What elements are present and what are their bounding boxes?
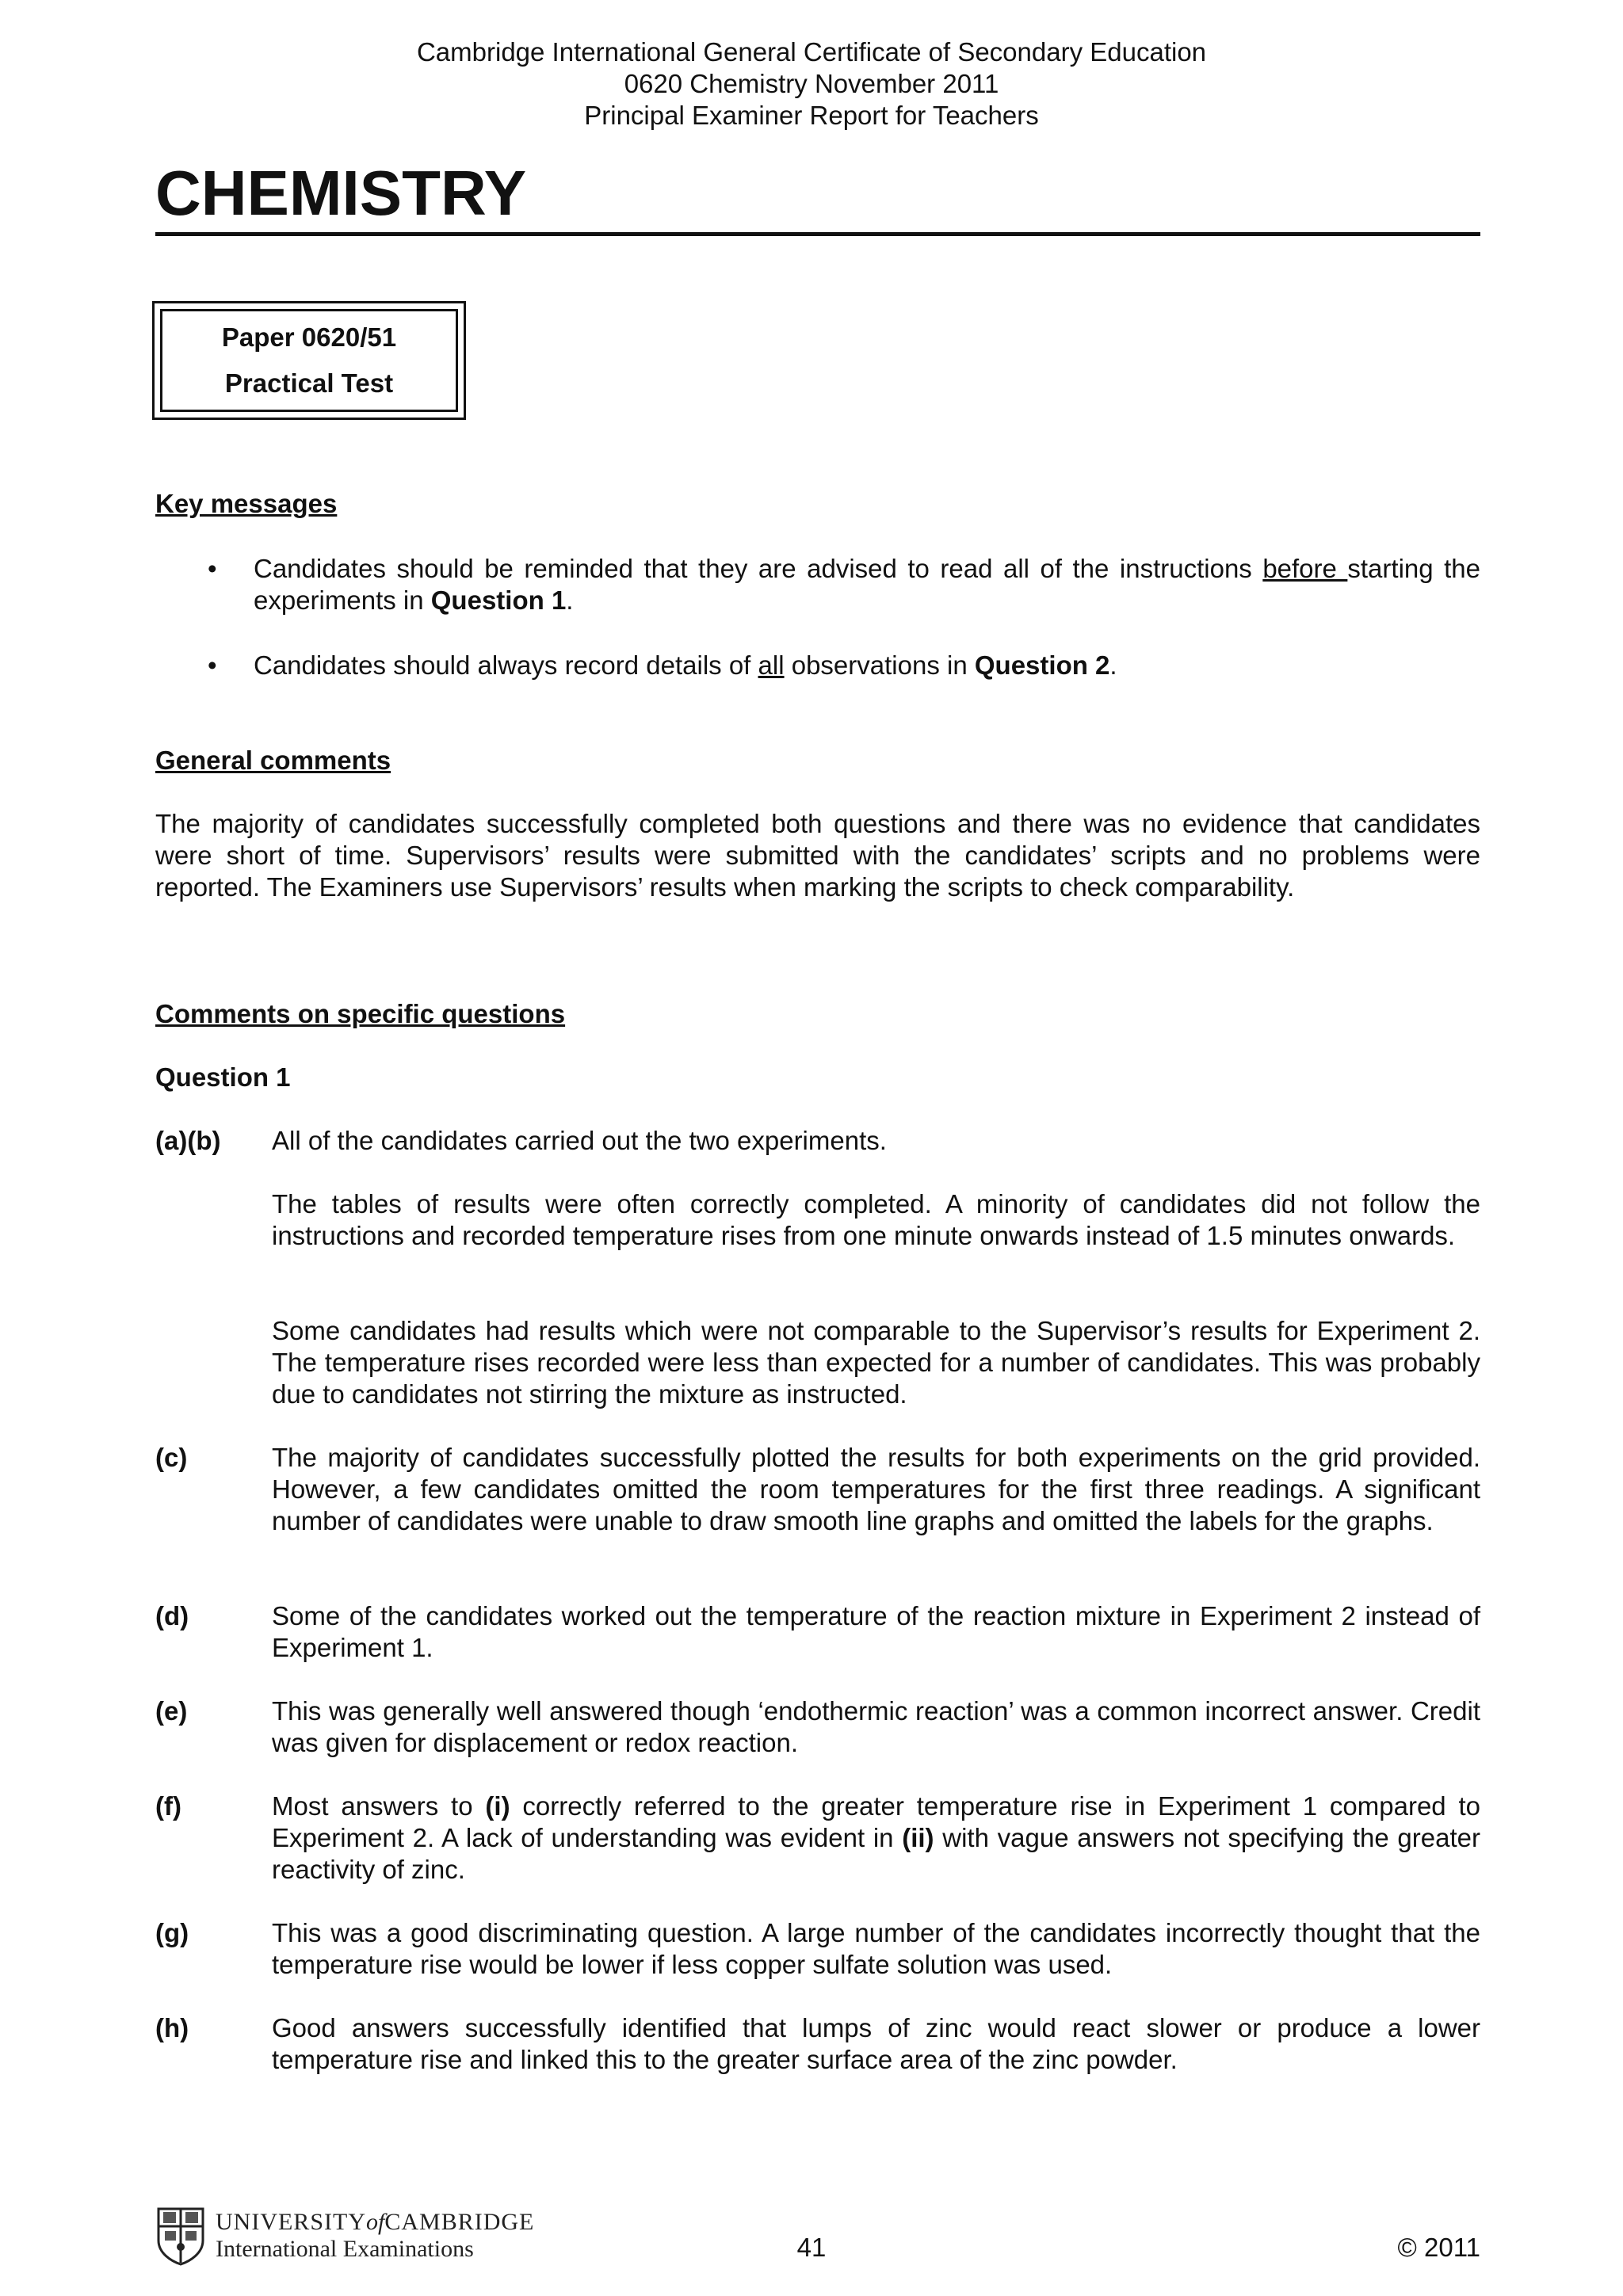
logo-line-2: International Examinations: [216, 2236, 474, 2262]
label-h: (h): [155, 2013, 189, 2042]
general-comments-text: The majority of candidates successfully completed both questions and there was no evidence that candidates were short of time. Supervisors’ results were submitted with the candidates’ scripts and no problems were reported. The Examiners use Supervisors’ results when marking the scripts to check comparability.: [155, 809, 1480, 902]
answer-ab-p3: Some candidates had results which were not comparable to the Supervisor’s results for Experiment 2. The temperature rises recorded were less than expected for a number of candidates. This was probably due to candidates not stirring the mixture as instructed.: [272, 1316, 1480, 1409]
question-1-title: Question 1: [155, 1062, 291, 1092]
paper-box-inner: [160, 309, 458, 412]
copyright: © 2011: [1397, 2233, 1480, 2262]
key-message-2-end: .: [1109, 650, 1117, 680]
answer-f-text-1: Most answers to: [272, 1791, 486, 1821]
header-line-1: Cambridge International General Certificate of Secondary Education: [416, 37, 1207, 67]
answer-f-text-3: with vague answers not specifying the greater reactivity of zinc.: [272, 1823, 1480, 1884]
label-g: (g): [155, 1918, 189, 1947]
bullet-1: •: [208, 554, 217, 583]
answer-ab-p2: The tables of results were often correctly completed. A minority of candidates did not follow the instructions and recorded temperature rises from one minute onwards instead of 1.5 minutes onwards.: [272, 1189, 1480, 1250]
general-comments-heading: General comments: [155, 746, 391, 775]
bullet-2: •: [208, 650, 217, 680]
specific-comments-heading: Comments on specific questions: [155, 999, 566, 1028]
paper-code: Paper 0620/51: [221, 322, 397, 352]
key-message-2-text-2: observations in: [784, 650, 975, 680]
header-line-3: Principal Examiner Report for Teachers: [584, 101, 1039, 130]
key-message-2-underlined: all: [758, 650, 785, 680]
answer-e: This was generally well answered though ‘endothermic reaction’ was a common incorrect answer. Credit was given for displacement or redox reaction.: [272, 1696, 1480, 1757]
key-message-2: [254, 650, 1480, 681]
label-f: (f): [155, 1791, 181, 1821]
key-message-1-end: .: [566, 585, 574, 615]
answer-c: The majority of candidates successfully plotted the results for both experiments on the grid provided. However, a few candidates omitted the room temperatures for the first three readings. A significant number of candidates were unable to draw smooth line graphs and omitted the labels for the graphs.: [272, 1443, 1480, 1535]
answer-f-part-i: (i): [485, 1791, 510, 1821]
key-message-2-bold: Question 2: [974, 650, 1110, 680]
label-d: (d): [155, 1601, 189, 1630]
label-e: (e): [155, 1696, 188, 1726]
answer-d: Some of the candidates worked out the temperature of the reaction mixture in Experiment 2 instead of Experiment 1.: [272, 1601, 1480, 1662]
logo-line-1: [216, 2209, 534, 2236]
page-title: CHEMISTRY: [155, 158, 527, 228]
answer-f: [272, 1791, 1480, 1886]
key-message-1-text-2: starting the experiments in: [254, 554, 1480, 615]
key-messages-heading: Key messages: [155, 489, 338, 518]
key-message-2-text: Candidates should always record details of: [254, 650, 758, 680]
key-message-1-text: Candidates should be reminded that they are advised to read all of the instructions: [254, 554, 1263, 583]
label-c: (c): [155, 1443, 188, 1472]
key-message-1-underlined: before: [1262, 554, 1348, 583]
paper-name: Practical Test: [224, 368, 394, 398]
answer-g: This was a good discriminating question. A large number of the candidates incorrectly thought that the temperature rise would be lower if less copper sulfate solution was used.: [272, 1918, 1480, 1979]
answer-h: Good answers successfully identified that lumps of zinc would react slower or produce a lower temperature rise and linked this to the greater surface area of the zinc powder.: [272, 2013, 1480, 2074]
answer-ab-p1: All of the candidates carried out the two experiments.: [272, 1126, 887, 1155]
key-message-1-bold: Question 1: [430, 585, 567, 615]
paper-box: [152, 301, 466, 420]
title-rule: [155, 232, 1480, 236]
answer-f-text-2: correctly referred to the greater temperature rise in Experiment 1 compared to Experiment 2. A lack of understanding was evident in: [272, 1791, 1480, 1852]
page-number: 41: [796, 2233, 827, 2262]
page-header: [0, 36, 1623, 132]
key-message-1: [254, 553, 1480, 616]
logo-cambridge: CAMBRIDGE: [384, 2209, 535, 2235]
header-line-2: 0620 Chemistry November 2011: [624, 69, 999, 98]
logo-of: of: [366, 2209, 385, 2235]
answer-f-part-ii: (ii): [902, 1823, 934, 1852]
label-ab: (a)(b): [155, 1126, 221, 1155]
logo-university: UNIVERSITY: [216, 2209, 366, 2235]
